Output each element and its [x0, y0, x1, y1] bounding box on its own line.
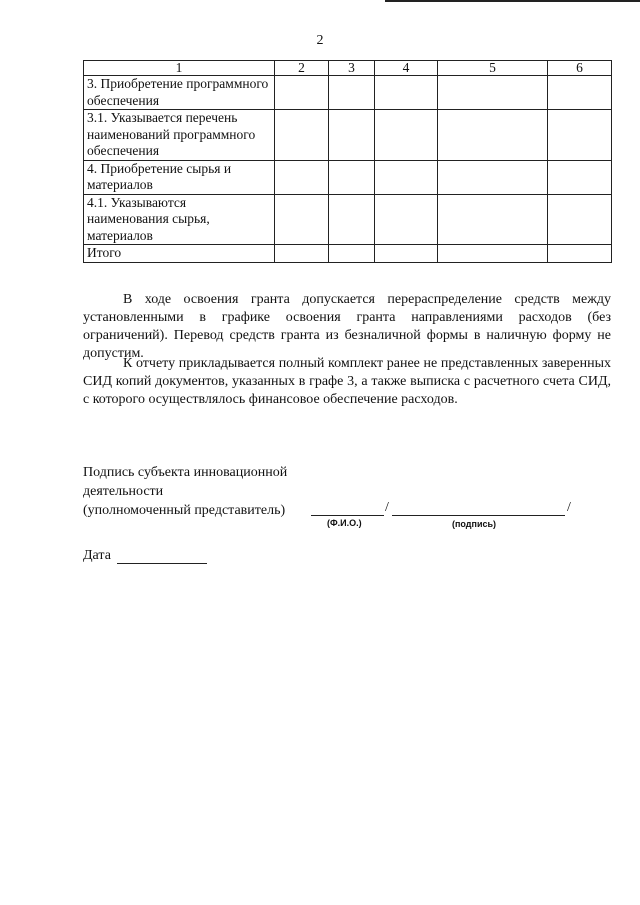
- date-blank-line: [117, 549, 207, 564]
- table-row: [84, 194, 612, 245]
- caption-signature: (подпись): [452, 519, 497, 529]
- table-cell: [548, 245, 612, 263]
- table-cell: [548, 194, 612, 245]
- table-cell: [329, 160, 375, 194]
- table-cell: [329, 194, 375, 245]
- table-row-total: [84, 245, 612, 263]
- column-header-3: 3: [329, 61, 375, 76]
- table-cell: [375, 160, 438, 194]
- column-header-2: 2: [275, 61, 329, 76]
- table-cell: [375, 245, 438, 263]
- table-header-row: [84, 61, 612, 76]
- top-edge-line: [385, 0, 640, 2]
- date-label: Дата: [83, 548, 111, 563]
- column-header-5: 5: [438, 61, 548, 76]
- table-cell: [548, 76, 612, 110]
- table-row: [84, 110, 612, 161]
- column-header-1: 1: [84, 61, 275, 76]
- table-row: [84, 160, 612, 194]
- table-cell: [275, 76, 329, 110]
- signature-label-line3: (уполномоченный представитель): [83, 503, 286, 518]
- table-cell: [275, 245, 329, 263]
- signature-label: [83, 463, 287, 520]
- page-number: 2: [316, 33, 324, 48]
- signature-blank-line: [392, 501, 565, 516]
- grant-expense-table: [83, 60, 612, 263]
- table-cell: [329, 245, 375, 263]
- row-label: 4. Приобретение сырья и материалов: [84, 160, 275, 194]
- row-label: Итого: [84, 245, 275, 263]
- table-cell: [275, 160, 329, 194]
- table-cell: [548, 110, 612, 161]
- table-cell: [438, 110, 548, 161]
- separator-slash-2: /: [567, 500, 571, 515]
- table-cell: [438, 76, 548, 110]
- signature-label-line2: деятельности: [83, 484, 164, 499]
- paragraph-redistribution: В ходе освоения гранта допускается перераспределение средств между установленными в графике освоения гранта направлениями расходов (без ограничений). Перевод средств гранта из безналичной формы в наличную форму не допустим.: [83, 292, 611, 361]
- table-cell: [375, 76, 438, 110]
- column-header-4: 4: [375, 61, 438, 76]
- table-cell: [438, 245, 548, 263]
- table-cell: [375, 194, 438, 245]
- row-label: 4.1. Указываются наименования сырья, материалов: [84, 194, 275, 245]
- table-cell: [329, 110, 375, 161]
- table-cell: [548, 160, 612, 194]
- separator-slash-1: /: [385, 500, 389, 515]
- table-cell: [438, 194, 548, 245]
- table-row: [84, 76, 612, 110]
- caption-full-name: (Ф.И.О.): [327, 518, 362, 528]
- table-cell: [375, 110, 438, 161]
- name-blank-line: [311, 501, 384, 516]
- table-cell: [275, 194, 329, 245]
- paragraph-attachments: К отчету прикладывается полный комплект ранее не представленных заверенных СИД копий документов, указанных в графе 3, а также выписка с расчетного счета СИД, с которого осуществлялось финансовое обеспечение расходов.: [83, 356, 611, 407]
- table-cell: [329, 76, 375, 110]
- signature-label-line1: Подпись субъекта инновационной: [83, 465, 288, 480]
- row-label: 3.1. Указывается перечень наименований программного обеспечения: [84, 110, 275, 161]
- table-cell: [438, 160, 548, 194]
- table-cell: [275, 110, 329, 161]
- row-label: 3. Приобретение программного обеспечения: [84, 76, 275, 110]
- column-header-6: 6: [548, 61, 612, 76]
